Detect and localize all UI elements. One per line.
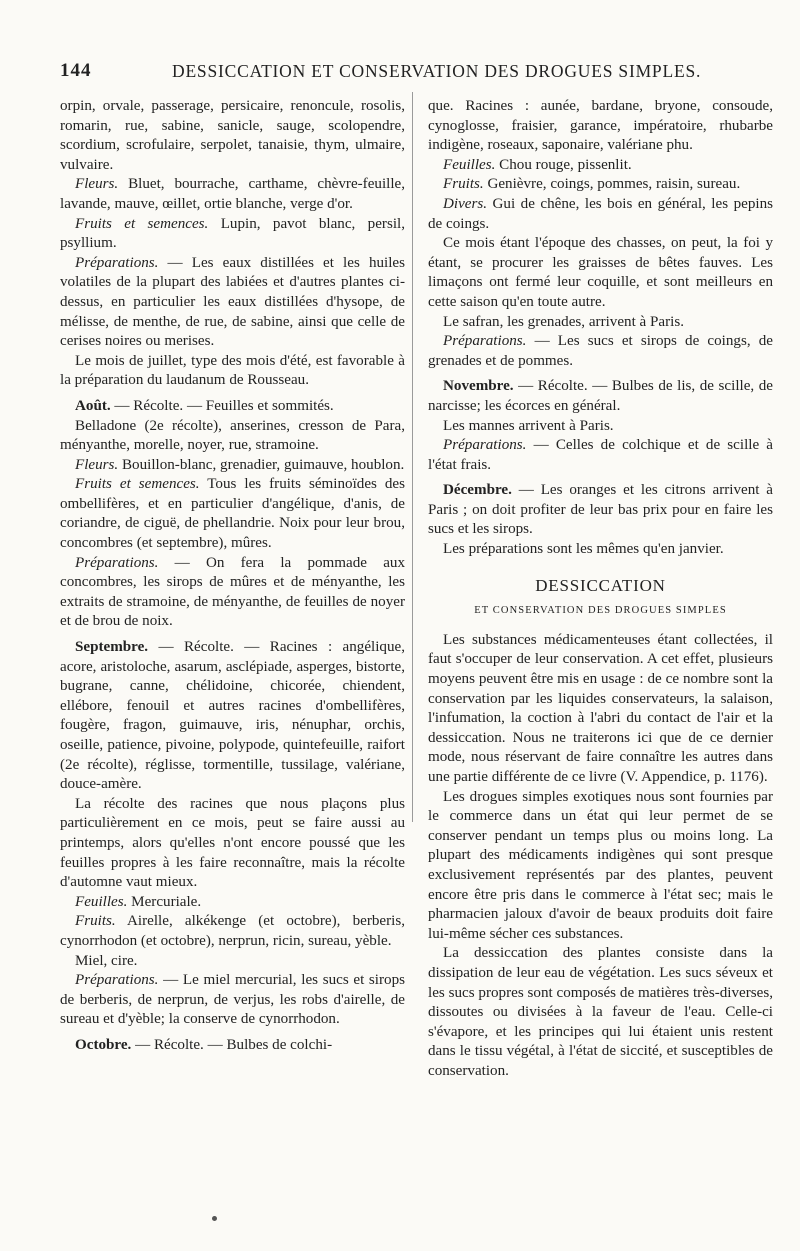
month-name: Septembre. bbox=[75, 639, 149, 656]
entry-paragraph bbox=[60, 215, 405, 254]
entry-paragraph bbox=[60, 912, 405, 951]
paragraph: Miel, cire. bbox=[75, 952, 138, 969]
month-paragraph bbox=[60, 1036, 405, 1056]
entry-lead: Préparations. bbox=[75, 554, 159, 571]
entry-text: Bluet, bourrache, carthame, chèvre-feuille, lavande, mauve, œillet, ortie blanche, verge d'or. bbox=[60, 176, 405, 212]
paragraph: Ce mois étant l'époque des chasses, on peut, la foi y étant, se procurer les graisses de bêtes fauves. Les limaçons ont fermé leur coquille, et sont meilleurs en cette saison qu'en toute autre. bbox=[428, 235, 773, 310]
entry-text: — Les sucs et sirops de coings, de grenades et de pommes. bbox=[428, 333, 773, 369]
entry-text: Tous les fruits séminoïdes des ombellifères, et en particulier d'angélique, d'anis, de coriandre, de ciguë, de phellandrie. Noix pour leur brou, concombres (et septembre), mûres. bbox=[60, 476, 406, 552]
entry-lead: Feuilles. bbox=[443, 156, 496, 173]
month-paragraph bbox=[428, 377, 773, 416]
entry-text: Genièvre, coings, pommes, raisin, sureau. bbox=[483, 176, 741, 193]
entry-lead: Divers. bbox=[443, 195, 488, 212]
entry-text: Lupin, pavot blanc, persil, psyllium. bbox=[60, 215, 405, 252]
paragraph: Le mois de juillet, type des mois d'été, est favorable à la préparation du laudanum de Rousseau. bbox=[60, 352, 405, 389]
entry-paragraph bbox=[60, 971, 405, 1030]
entry-text: Airelle, alkékenge (et octobre), berberis, cynorrhodon (et octobre), nerprun, ricin, sureau, yèble. bbox=[60, 913, 405, 949]
entry-paragraph bbox=[428, 332, 773, 371]
running-title: DESSICCATION ET CONSERVATION DES DROGUES SIMPLES. bbox=[172, 61, 702, 81]
month-text: — Les oranges et les citrons arrivent à Paris ; on doit profiter de leur bas prix pour en faire les sucs et les sirops. bbox=[428, 482, 773, 538]
page-number: 144 bbox=[60, 60, 92, 81]
column-divider bbox=[412, 92, 413, 822]
paragraph: La dessiccation des plantes consiste dans la dissipation de leur eau de végétation. Les sucs séveux et les sucs propres sont composés de matières très-diverses, dissoutes ou divisées à la faveur de l'eau. Celle-ci s'évapore, et les principes qui lui étaient unis restent dans le tissu végétal, à l'état de siccité, et susceptibles de conservation. bbox=[428, 945, 773, 1079]
entry-lead: Fruits. bbox=[75, 913, 116, 930]
entry-text: — Le miel mercurial, les sucs et sirops de berberis, de nerprun, de verjus, les robs d'airelle, de sureau et d'yèble; la conserve de cynorrhodon. bbox=[60, 972, 405, 1028]
entry-paragraph bbox=[60, 175, 405, 214]
entry-paragraph bbox=[60, 554, 405, 632]
entry-lead: Fruits. bbox=[443, 176, 484, 193]
paragraph: Les substances médicamenteuses étant collectées, il faut s'occuper de leur conservation. A cet effet, plusieurs moyens peuvent être mis en usage : de ce nombre sont la conservation par les liquides conservateurs, la salaison, l'infumation, la coction à l'abri du contact de l'air et la dessiccation. Nous ne traiterons ici que de ce dernier mode, nous réservant de faire connaître les autres dans une partie différente de ce livre (V. Appendice, p. 1176). bbox=[428, 631, 773, 785]
month-text: — Récolte. — Bulbes de lis, de scille, de narcisse; les écorces en général. bbox=[428, 378, 773, 414]
paragraph: Le safran, les grenades, arrivent à Paris. bbox=[443, 313, 684, 330]
entry-text: — On fera la pommade aux concombres, les sirops de mûres et de ményanthe, les extraits de stramoine, de ményanthe, de feuilles de noyer et de brou de noix. bbox=[60, 554, 405, 630]
paragraph: orpin, orvale, passerage, persicaire, renoncule, rosolis, romarin, rue, sabine, sanicle, sauge, scolopendre, scordium, scrofulaire, serpolet, tanaisie, thym, ulmaire, vulvaire. bbox=[60, 98, 405, 173]
entry-text: Mercuriale. bbox=[127, 893, 202, 910]
entry-text: — Celles de colchique et de scille à l'état frais. bbox=[428, 437, 773, 473]
month-name: Octobre. bbox=[75, 1036, 132, 1053]
entry-text: Chou rouge, pissenlit. bbox=[495, 156, 632, 173]
left-column bbox=[60, 97, 405, 1056]
section-subtitle: ET CONSERVATION DES DROGUES SIMPLES bbox=[474, 605, 727, 617]
entry-paragraph bbox=[428, 436, 773, 475]
month-text: — Récolte. — Feuilles et sommités. bbox=[110, 397, 334, 414]
paragraph: Les mannes arrivent à Paris. bbox=[443, 417, 614, 434]
entry-paragraph bbox=[60, 254, 405, 352]
running-header bbox=[60, 60, 750, 84]
month-paragraph bbox=[60, 397, 405, 417]
entry-paragraph bbox=[428, 195, 773, 234]
entry-text: — Les eaux distillées et les huiles volatiles de la plupart des labiées et d'autres plantes ci-dessus, en particulier les eaux distillées d'hysope, de mélisse, de menthe, de rue, de sabine, ainsi que celle de cerises noires ou merises. bbox=[60, 254, 405, 350]
entry-text: Bouillon-blanc, grenadier, guimauve, houblon. bbox=[118, 456, 405, 473]
entry-text: Gui de chêne, les bois en général, les pepins de coings. bbox=[428, 195, 773, 232]
entry-paragraph bbox=[428, 175, 773, 195]
entry-paragraph bbox=[60, 475, 405, 553]
printer-mark bbox=[212, 1216, 217, 1221]
entry-lead: Fleurs. bbox=[75, 456, 119, 473]
paragraph: Belladone (2e récolte), anserines, cresson de Para, ményanthe, morelle, noyer, rue, stramoine. bbox=[60, 417, 405, 454]
entry-lead: Préparations. bbox=[75, 972, 159, 989]
right-column bbox=[428, 97, 773, 1082]
entry-paragraph bbox=[428, 156, 773, 176]
entry-lead: Feuilles. bbox=[75, 893, 128, 910]
entry-lead: Préparations. bbox=[443, 333, 527, 350]
section-title: DESSICCATION bbox=[535, 575, 666, 595]
month-text: — Récolte. — Bulbes de colchi- bbox=[131, 1036, 333, 1053]
entry-lead: Fleurs. bbox=[75, 176, 119, 193]
month-name: Décembre. bbox=[443, 482, 512, 499]
paragraph: Les préparations sont les mêmes qu'en janvier. bbox=[443, 541, 724, 558]
month-text: — Récolte. — Racines : angélique, acore, aristoloche, asarum, asclépiade, asperges, bistorte, bugrane, canne, chélidoine, chicorée, chiendent, ellébore, fenouil et autres racines d'ombellifères, fougère, fragon, guimauve, iris, nénuphar, orchis, oseille, patience, pivoine, polypode, quintefeuille, raifort (2e récolte), réglisse, tormentille, tussilage, valériane, douce-amère. bbox=[60, 639, 405, 793]
entry-paragraph bbox=[60, 456, 405, 476]
entry-lead: Préparations. bbox=[75, 254, 159, 271]
month-name: Août. bbox=[75, 397, 111, 414]
entry-paragraph bbox=[60, 893, 405, 913]
entry-lead: Préparations. bbox=[443, 437, 527, 454]
month-paragraph bbox=[60, 638, 405, 795]
paragraph: Les drogues simples exotiques nous sont fournies par le commerce dans un état qui leur permet de se conserver pendant un temps plus ou moins long. La plupart des médicaments indigènes qui sont presque exclusivement représentés par des plantes, peuvent encore être pris dans le commerce à l'état sec; mais le pharmacien jaloux d'avoir de beaux produits doit faire lui-même sécher ces substances. bbox=[428, 788, 773, 942]
paragraph: La récolte des racines que nous plaçons plus particulièrement en ce mois, peut se faire aussi au printemps, alors qu'elles n'ont encore poussé que les feuilles propres à les faire reconnaître, mais la récolte d'automne vaut mieux. bbox=[60, 795, 405, 891]
paragraph: que. Racines : aunée, bardane, bryone, consoude, cynoglosse, fraisier, garance, impératoire, rhubarbe indigène, roseaux, saponaire, valériane phu. bbox=[428, 98, 773, 154]
month-name: Novembre. bbox=[443, 378, 514, 395]
month-paragraph bbox=[428, 481, 773, 540]
entry-lead: Fruits et semences. bbox=[75, 476, 200, 493]
entry-lead: Fruits et semences. bbox=[75, 215, 209, 232]
